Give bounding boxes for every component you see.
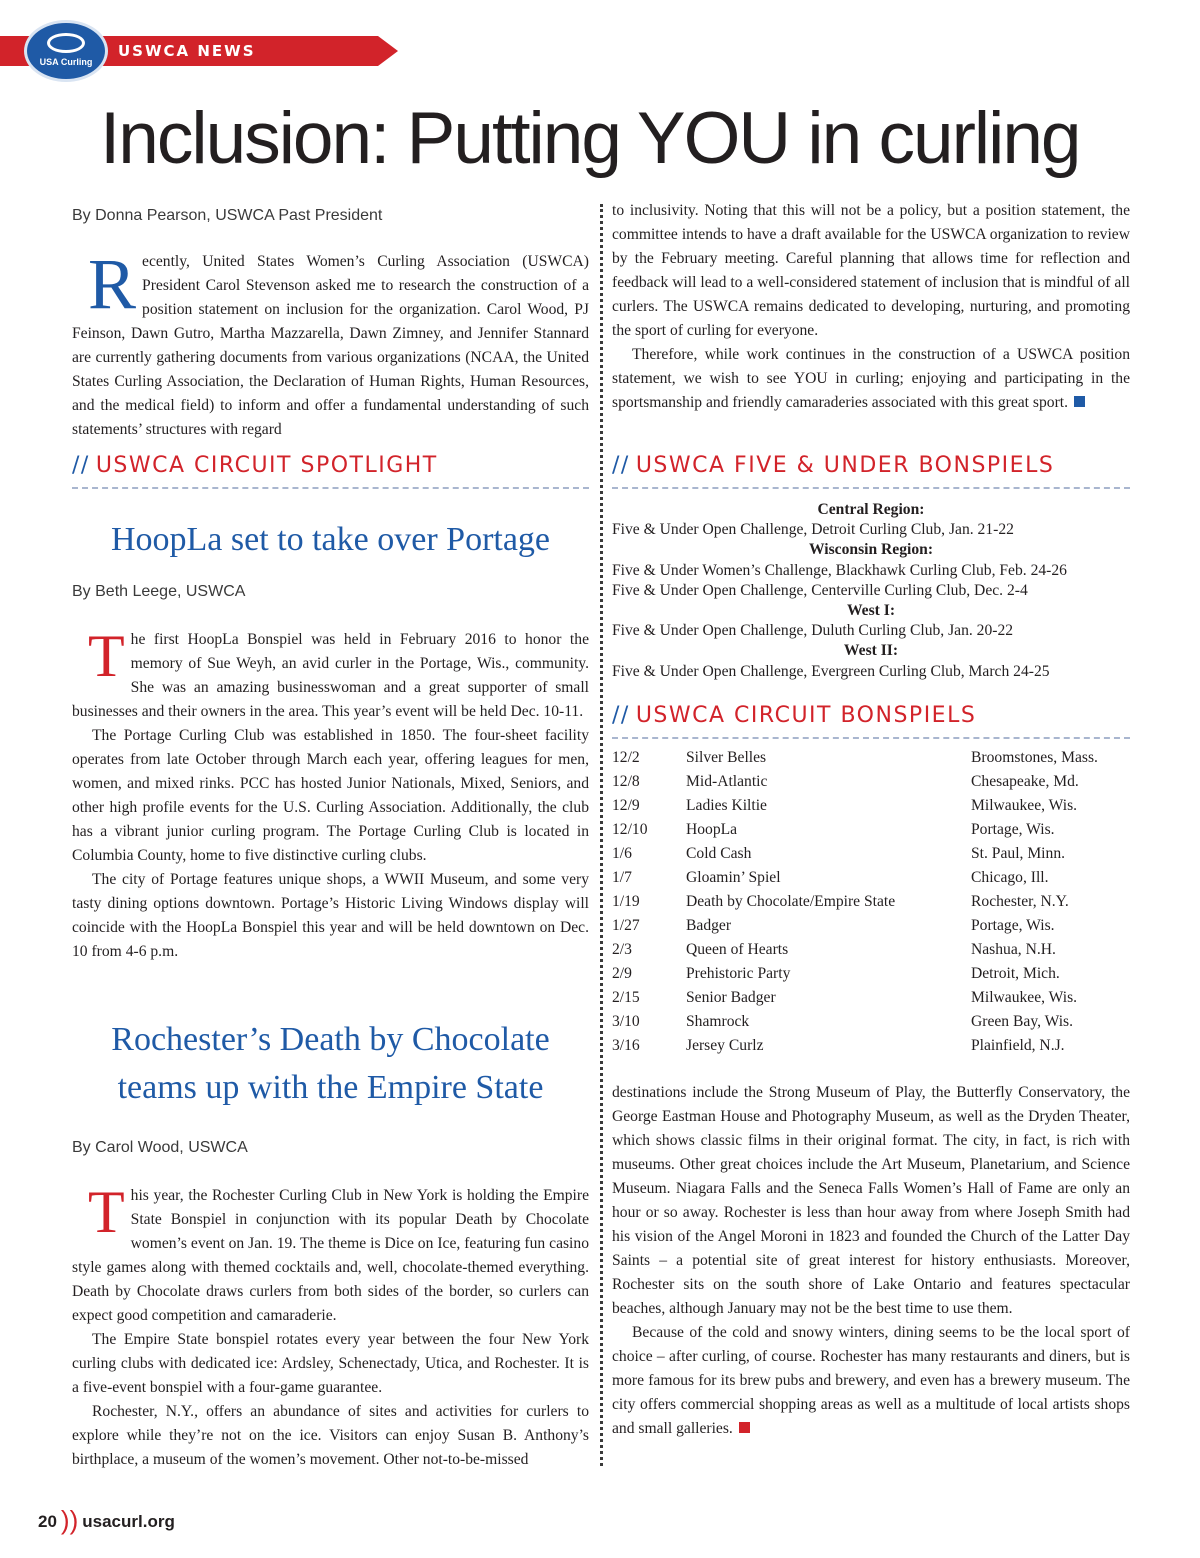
bonspiel-name: Prehistoric Party — [686, 965, 791, 982]
bonspiel-listing: Five & Under Open Challenge, Duluth Curling Club, Jan. 20-22 — [612, 622, 1014, 640]
hoopla-paragraph-1 — [72, 623, 589, 724]
table-row — [612, 986, 1141, 1010]
heading-slashes: // — [72, 453, 90, 478]
dropcap: R — [88, 244, 137, 324]
rochester-paragraph-1 — [72, 1179, 589, 1328]
rochester-paragraph-1-text: his year, the Rochester Curling Club in New York is holding the Empire State Bonspiel in conjunction with its popular Death by Chocolate women’s event on Jan. 19. The theme is Dice on Ice, featuring fun casino style games along with themed cocktails and, well, chocolate-themed everything. Death by Chocolate draws curlers from both sides of the border, so curlers can expect good competition and camaraderie. — [72, 1187, 589, 1324]
circuit-bonspiels-heading — [612, 703, 976, 728]
inclusion-byline: By Donna Pearson, USWCA Past President — [72, 207, 383, 224]
table-row — [612, 938, 1141, 962]
dashed-rule — [612, 487, 1130, 489]
bonspiel-location: Green Bay, Wis. — [971, 1013, 1074, 1030]
inclusion-paragraph-2 — [612, 343, 1130, 415]
bonspiel-date: 12/2 — [612, 749, 640, 766]
inclusion-article — [72, 204, 589, 442]
bonspiel-name: Jersey Curlz — [686, 1037, 764, 1054]
bonspiel-location: St. Paul, Minn. — [971, 845, 1066, 862]
usa-curling-logo — [24, 20, 108, 82]
table-row — [612, 770, 1141, 794]
table-row — [612, 962, 1141, 986]
bonspiel-location: Milwaukee, Wis. — [971, 989, 1078, 1006]
bonspiel-date: 2/3 — [612, 941, 632, 958]
end-mark-icon — [1074, 396, 1085, 407]
page-title: Inclusion: Putting YOU in curling — [100, 98, 1080, 179]
five-under-heading — [612, 453, 1054, 478]
rochester-title-line-2: teams up with the Empire State — [117, 1069, 544, 1106]
bonspiel-name: Mid-Atlantic — [686, 773, 768, 790]
bonspiel-listing: Five & Under Open Challenge, Detroit Curling Club, Jan. 21-22 — [612, 521, 1014, 539]
bonspiel-listing: Five & Under Open Challenge, Centerville Curling Club, Dec. 2-4 — [612, 581, 1028, 599]
bonspiel-name: Silver Belles — [686, 749, 767, 766]
region-heading: West I: — [846, 602, 896, 620]
rochester-article — [72, 1136, 589, 1472]
curling-stone-icon — [47, 33, 85, 53]
bonspiel-location: Detroit, Mich. — [971, 965, 1060, 982]
bonspiel-date: 1/19 — [612, 893, 640, 910]
bonspiel-location: Plainfield, N.J. — [971, 1037, 1065, 1054]
inclusion-article-continued — [612, 199, 1130, 415]
bonspiel-date: 3/10 — [612, 1013, 640, 1030]
bonspiel-date: 12/10 — [612, 821, 648, 838]
page-footer — [38, 1503, 175, 1534]
table-row — [612, 746, 1141, 770]
hoopla-title: HoopLa set to take over Portage — [110, 521, 551, 558]
bonspiel-location: Portage, Wis. — [971, 821, 1055, 838]
bonspiel-name: Death by Chocolate/Empire State — [686, 893, 896, 910]
rochester-paragraph-3-cont: destinations include the Strong Museum of Play, the Butterfly Conservatory, the George Eastman House and Photography Museum, as well as the Dryden Theater, which shows classic films in their original format. The city, in fact, is rich with museums. Other great choices include the Art Museum, Planetarium, and Science Museum. Niagara Falls and the Seneca Falls Women’s Hall of Fame are only an hour or so away. Rochester is less than hour away from where Joseph Smith had his vision of the Angel Moroni in 1823 and founded the Church of the Latter Day Saints – a potential site of great interest for history enthusiasts. Moreover, Rochester sits on the south shore of Lake Ontario and features spectacular beaches, although January may not be the best time to use them. — [612, 1084, 1130, 1317]
bonspiel-date: 1/27 — [612, 917, 640, 934]
bonspiel-date: 2/9 — [612, 965, 632, 982]
hoopla-article — [72, 580, 589, 964]
bonspiel-name: Queen of Hearts — [686, 941, 789, 958]
rochester-paragraph-3: Rochester, N.Y., offers an abundance of sites and activities for curlers to explore while they’re not on the ice. Visitors can enjoy Susan B. Anthony’s birthplace, a museum of the women’s movement. Other not-to-be-missed — [72, 1403, 589, 1468]
inclusion-paragraph-2-text: Therefore, while work continues in the construction of a USWCA position statement, we wish to see YOU in curling; enjoying and participating in the sportsmanship and friendly camaraderies associated with this great sport. — [612, 346, 1130, 411]
heading-text: USWCA CIRCUIT BONSPIELS — [635, 703, 977, 728]
heading-slashes: // — [612, 703, 630, 728]
rochester-paragraph-2: The Empire State bonspiel rotates every year between the four New York curling clubs with dedicated ice: Ardsley, Schenectady, Utica, and Rochester. It is a five-event bonspiel with a four-game guarantee. — [72, 1331, 589, 1396]
table-row — [612, 866, 1141, 890]
bonspiel-location: Milwaukee, Wis. — [971, 797, 1078, 814]
region-heading: Wisconsin Region: — [808, 541, 934, 559]
table-row — [612, 1010, 1141, 1034]
table-row — [612, 1034, 1141, 1058]
table-row — [612, 914, 1141, 938]
dropcap: T — [88, 623, 125, 689]
footer-brackets: )) — [60, 1505, 79, 1535]
bonspiel-date: 12/8 — [612, 773, 640, 790]
rochester-paragraph-4 — [612, 1321, 1130, 1441]
bonspiel-location: Nashua, N.H. — [971, 941, 1056, 958]
hoopla-paragraph-2: The Portage Curling Club was established in 1850. The four-sheet facility operates from late October through March each year, offering leagues for men, women, and mixed rinks. PCC has hosted Junior Nationals, Mixed, Seniors, and other high profile events for the U.S. Curling Association. Additionally, the club has a vibrant junior curling program. The Portage Curling Club is located in Columbia County, home to five distinctive curling clubs. — [72, 727, 589, 864]
bonspiel-name: Cold Cash — [686, 845, 752, 862]
bonspiel-name: Badger — [686, 917, 732, 934]
end-mark-icon — [739, 1422, 750, 1433]
section-label: USWCA NEWS — [118, 42, 256, 60]
bonspiel-name: Senior Badger — [686, 989, 776, 1006]
heading-slashes: // — [612, 453, 630, 478]
table-row — [612, 890, 1141, 914]
circuit-bonspiels-table — [612, 746, 1141, 1058]
table-row — [612, 818, 1141, 842]
bonspiel-listing: Five & Under Open Challenge, Evergreen Curling Club, March 24-25 — [612, 662, 1050, 680]
rochester-title — [72, 1016, 589, 1112]
bonspiel-date: 1/6 — [612, 845, 632, 862]
column-divider — [600, 204, 603, 1466]
dropcap: T — [88, 1179, 125, 1245]
page-number: 20 — [38, 1512, 57, 1531]
region-heading: West II: — [843, 642, 899, 660]
bonspiel-date: 12/9 — [612, 797, 640, 814]
bonspiel-date: 2/15 — [612, 989, 640, 1006]
inclusion-paragraph-1-text: ecently, United States Women’s Curling Association (USWCA) President Carol Stevenson asked me to research the construction of a position statement on inclusion for the organization. Carol Wood, PJ Feinson, Dawn Gutro, Martha Mazzarella, Dawn Zimney, and Jennifer Stannard are currently gathering documents from various organizations (NCAA, the United States Curling Association, the Declaration of Human Rights, Human Resources, and the medical field) to inform and offer a fundamental understanding of such statements’ structures with regard — [72, 253, 589, 438]
rochester-byline: By Carol Wood, USWCA — [72, 1139, 248, 1156]
hoopla-paragraph-1-text: he first HoopLa Bonspiel was held in February 2016 to honor the memory of Sue Weyh, an avid curler in the Portage, Wis., community. She was an amazing businesswoman and a great supporter of small businesses and their owners in the area. This year’s event will be held Dec. 10-11. — [72, 631, 589, 720]
heading-text: USWCA CIRCUIT SPOTLIGHT — [95, 453, 438, 478]
dashed-rule — [72, 487, 589, 489]
hoopla-byline: By Beth Leege, USWCA — [72, 583, 246, 600]
dashed-rule — [612, 737, 1130, 739]
table-row — [612, 794, 1141, 818]
rochester-paragraph-4-text: Because of the cold and snowy winters, dining seems to be the local sport of choice – after curling, of course. Rochester has many restaurants and diners, but is more famous for its brew pubs and brewery, and even has a brewery museum. The city offers commercial shopping areas as well as a multitude of local artists shops and small galleries. — [612, 1324, 1130, 1437]
heading-text: USWCA FIVE & UNDER BONSPIELS — [635, 453, 1055, 478]
inclusion-paragraph-1 — [72, 244, 589, 442]
bonspiel-location: Portage, Wis. — [971, 917, 1055, 934]
bonspiel-listing: Five & Under Women’s Challenge, Blackhawk Curling Club, Feb. 24-26 — [612, 561, 1067, 579]
logo-text: USA Curling — [39, 57, 93, 67]
region-heading: Central Region: — [817, 501, 925, 518]
bonspiel-location: Chesapeake, Md. — [971, 773, 1079, 790]
bonspiel-date: 3/16 — [612, 1037, 640, 1054]
bonspiel-name: Ladies Kiltie — [686, 797, 767, 814]
hoopla-paragraph-3: The city of Portage features unique shops, a WWII Museum, and some very tasty dining options downtown. Portage’s Historic Living Windows display will coincide with the HoopLa Bonspiel this year and will be held downtown on Dec. 10 from 4-6 p.m. — [72, 871, 589, 960]
rochester-title-line-1: Rochester’s Death by Chocolate — [111, 1021, 550, 1058]
bonspiel-location: Broomstones, Mass. — [971, 749, 1098, 766]
bonspiel-location: Rochester, N.Y. — [971, 893, 1069, 910]
circuit-spotlight-heading — [72, 453, 438, 478]
rochester-article-continued — [612, 1081, 1130, 1441]
bonspiel-location: Chicago, Ill. — [971, 869, 1049, 886]
bonspiel-date: 1/7 — [612, 869, 632, 886]
bonspiel-name: Shamrock — [686, 1013, 750, 1030]
footer-site-link[interactable]: usacurl.org — [82, 1512, 175, 1531]
inclusion-paragraph-1-cont: to inclusivity. Noting that this will not be a policy, but a position statement, the committee intends to have a draft available for the USWCA organization to review by the February meeting. Careful planning that allows time for reflection and feedback will lead to a well-considered statement of inclusion that is mindful of all curlers. The USWCA remains dedicated to developing, nurturing, and promoting the sport of curling for everyone. — [612, 202, 1130, 339]
table-row — [612, 842, 1141, 866]
bonspiel-name: Gloamin’ Spiel — [686, 869, 781, 886]
bonspiel-name: HoopLa — [686, 821, 738, 838]
five-under-list — [612, 500, 1130, 682]
